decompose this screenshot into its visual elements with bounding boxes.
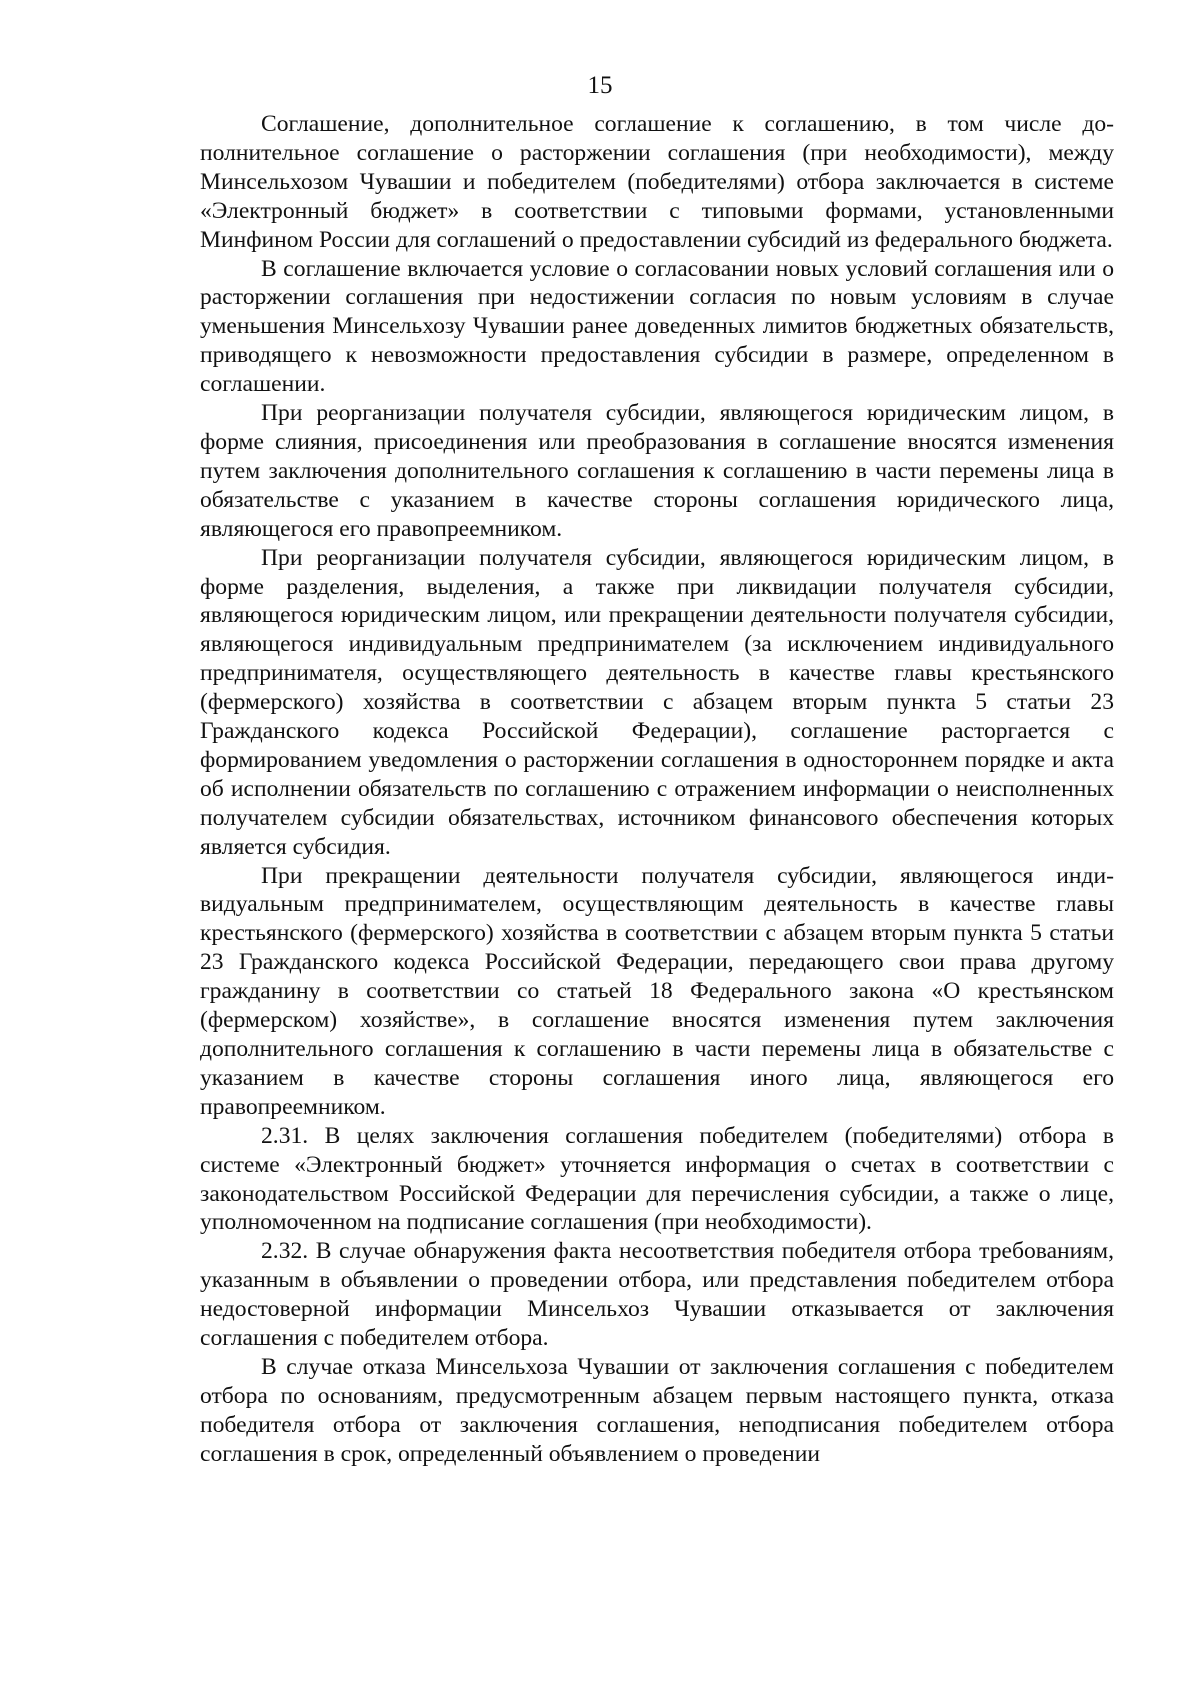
paragraph: При прекращении деятельности получателя субсидии, являющегося индивидуальным предпринимателем, осуществляющим деятельность в качестве главы крестьянского (фермерского) хозяйства в соответствии с абзацем вторым пункта 5 статьи 23 Гражданского кодекса Российской Федерации, передающего свои права другому гражданину в соответствии со статьей 18 Федерального закона «О крестьянском (фермерском) хозяйстве», в соглашение вносятся изменения путем заключения дополнительного соглашения к соглашению в части перемены лица в обязательстве с указанием в качестве стороны соглашения иного лица, являющегося его правопреемником. [200,862,1114,1120]
paragraph: 2.32. В случае обнаружения факта несоответствия победителя отбора требованиям, указанным в объявлении о проведении отбора, или представления победителем отбора недостоверной информации Минсельхоз Чувашии отказывается от заключения соглашения с победителем отбора. [200,1238,1114,1352]
page-number: 15 [587,72,613,99]
document-body [200,110,1114,1469]
paragraph: В случае отказа Минсельхоза Чувашии от заключения соглашения с победителем отбора по основаниям, предусмотренным абзацем первым настоящего пункта, отказа победителя отбора от заключения соглашения, неподписания победителем отбора соглашения в срок, определенный объявлением о проведении [200,1353,1114,1467]
paragraph: Соглашение, дополнительное соглашение к соглашению, в том числе дополнительное соглашение о расторжении соглашения (при необходимости), между Минсельхозом Чувашии и победителем (победителями) отбора заключается в системе «Электронный бюджет» в соответствии с типовыми формами, установленными Минфином России для соглашений о предоставлении субсидий из федерального бюджета. [200,111,1114,253]
paragraph: 2.31. В целях заключения соглашения победителем (победителями) отбора в системе «Электронный бюджет» уточняется информация о счетах в соответствии с законодательством Российской Федерации для перечисления субсидии, а также о лице, уполномоченном на подписание соглашения (при необходимости). [200,1122,1114,1236]
paragraph: В соглашение включается условие о согласовании новых условий соглашения или о расторжении соглашения при недостижении согласия по новым условиям в случае уменьшения Минсельхозу Чувашии ранее доведенных лимитов бюджетных обязательств, приводящего к невозможности предоставления субсидии в размере, определенном в соглашении. [200,255,1114,398]
paragraph: При реорганизации получателя субсидии, являющегося юридическим лицом, в форме слияния, присоединения или преобразования в соглашение вносятся изменения путем заключения дополнительного соглашения к соглашению в части перемены лица в обязательстве с указанием в качестве стороны соглашения юридического лица, являющегося его правопреемником. [200,400,1114,542]
paragraph: При реорганизации получателя субсидии, являющегося юридическим лицом, в форме разделения, выделения, а также при ликвидации получателя субсидии, являющегося юридическим лицом, или прекращении деятельности получателя субсидии, являющегося индивидуальным предпринимателем (за исключением индивидуального предпринимателя, осуществляющего деятельность в качестве главы крестьянского (фермерского) хозяйства в соответствии с абзацем вторым пункта 5 статьи 23 Гражданского кодекса Российской Федерации), соглашение расторгается с формированием уведомления о расторжении соглашения в одностороннем порядке и акта об исполнении обязательств по соглашению с отражением информации о неисполненных получателем субсидии обязательствах, источником финансового обеспечения которых является субсидия. [200,544,1114,860]
